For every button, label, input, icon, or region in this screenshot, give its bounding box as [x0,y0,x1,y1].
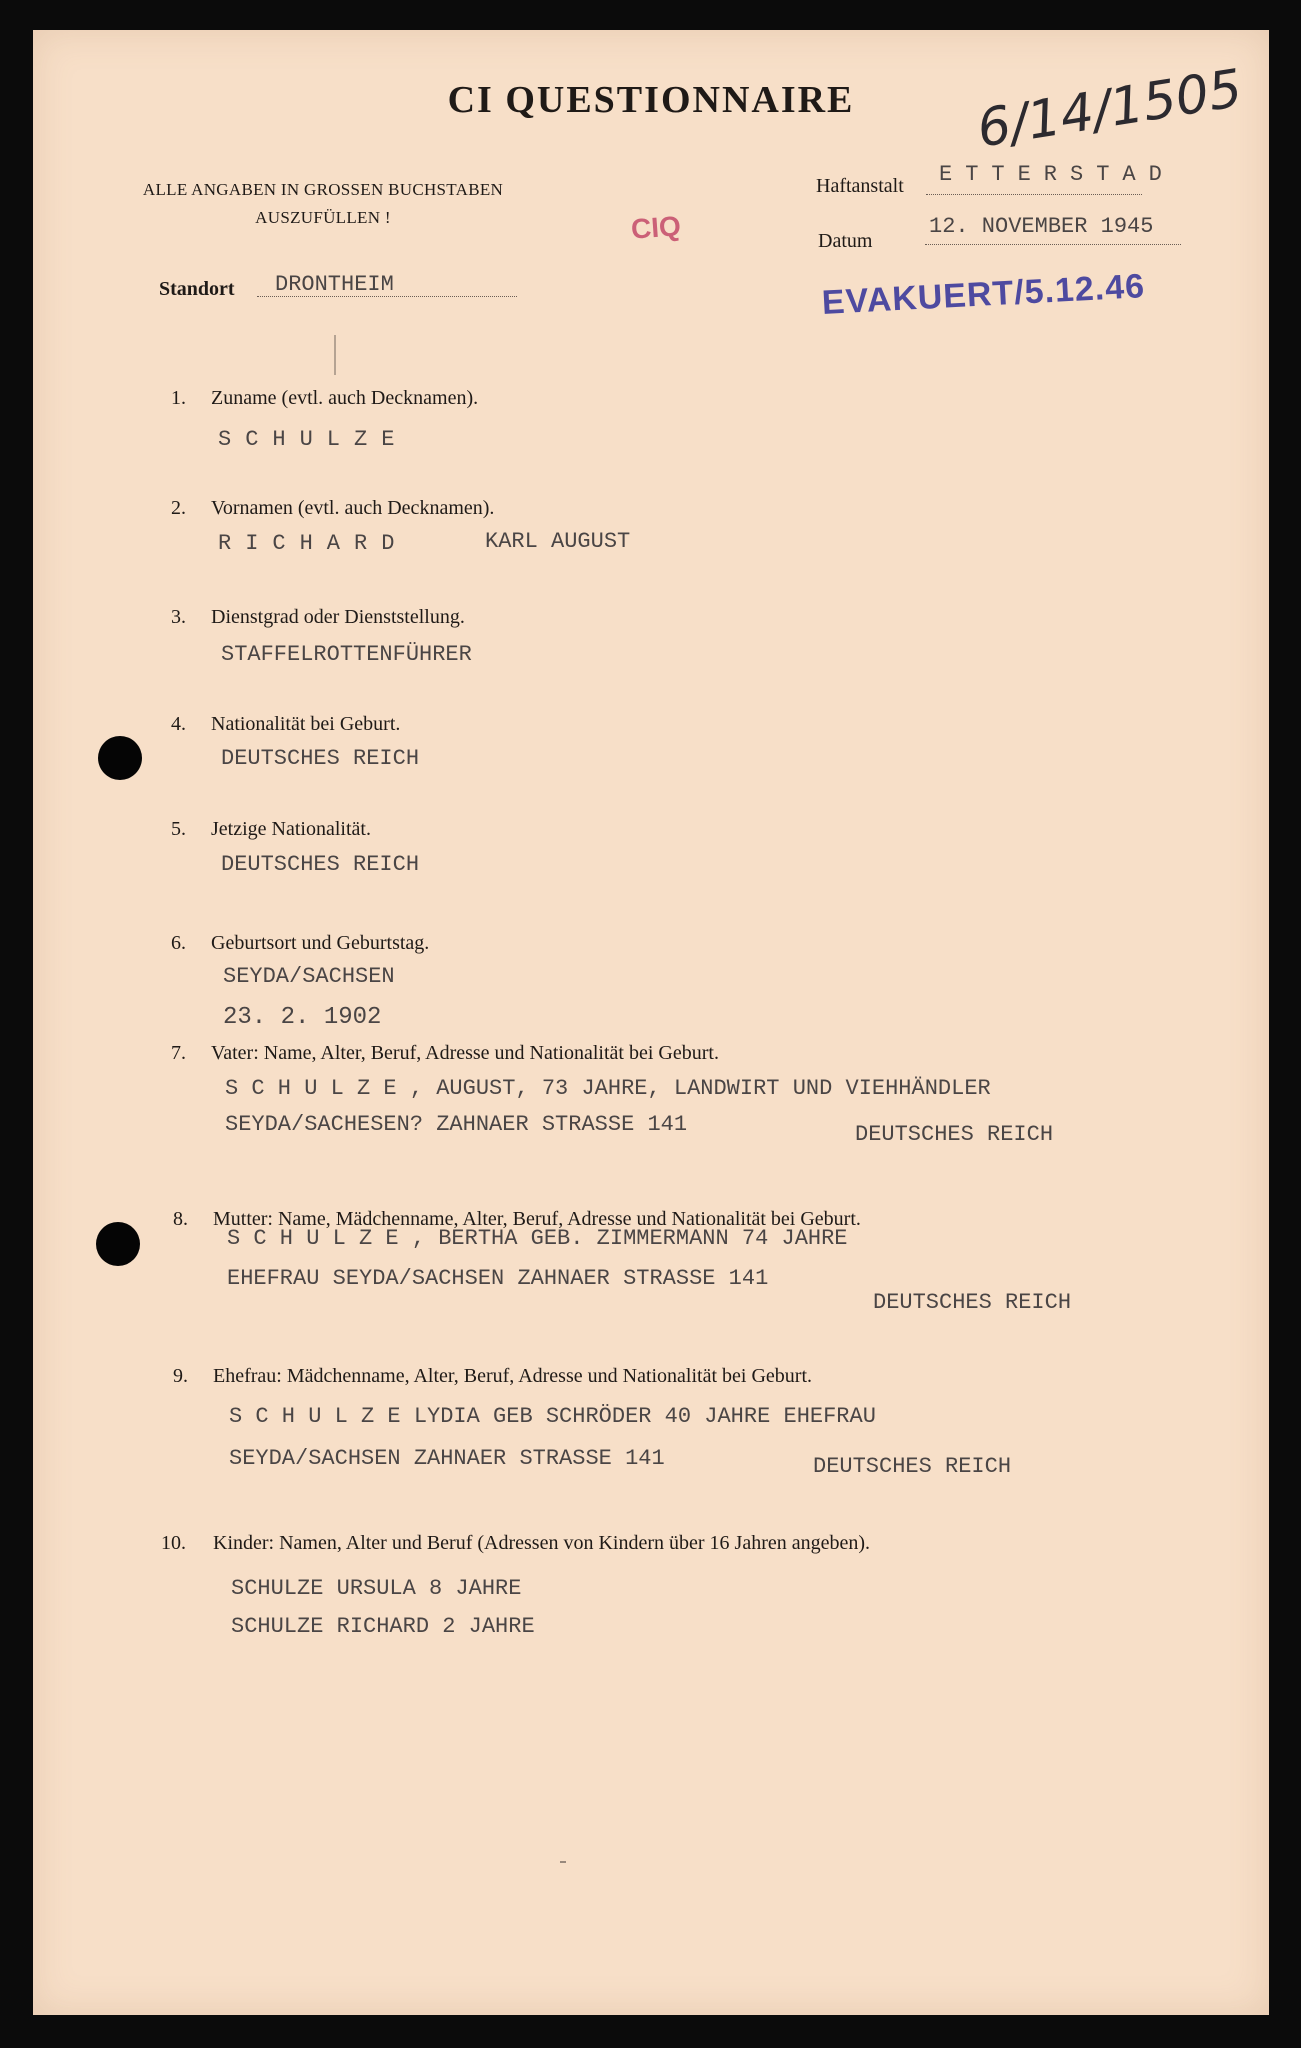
paper-mark [560,1861,566,1863]
questionnaire-page [33,30,1269,2015]
punch-hole [98,736,142,780]
standort-value: DRONTHEIM [275,272,394,297]
question-1-label: Zuname (evtl. auch Decknamen). [211,387,479,409]
standort-label: Standort [159,278,235,300]
question-9-number: 9. [173,1365,188,1387]
question-10-answer-1: SCHULZE URSULA 8 JAHRE [231,1576,522,1601]
question-9-answer-1: S C H U L Z E LYDIA GEB SCHRÖDER 40 JAHRE EHEFRAU [229,1404,876,1429]
haftanstalt-label: Haftanstalt [816,175,904,197]
question-2-answer-2: KARL AUGUST [485,529,631,554]
question-4-label: Nationalität bei Geburt. [211,713,401,735]
question-8-answer-1: S C H U L Z E , BERTHA GEB. ZIMMERMANN 74 JAHRE [227,1226,848,1251]
question-10-number: 10. [161,1532,186,1554]
question-2-label: Vornamen (evtl. auch Decknamen). [211,497,495,519]
document-title: CI QUESTIONNAIRE [447,79,855,121]
question-7-answer-2: SEYDA/SACHESEN? ZAHNAER STRASSE 141 [225,1112,688,1137]
question-9-answer-2: SEYDA/SACHSEN ZAHNAER STRASSE 141 [229,1446,665,1471]
datum-value: 12. NOVEMBER 1945 [929,214,1154,239]
question-3-answer-1: STAFFELROTTENFÜHRER [221,642,472,667]
question-3-label: Dienstgrad oder Dienststellung. [211,606,465,628]
question-3-number: 3. [171,606,186,628]
question-6-answer-2: 23. 2. 1902 [223,1004,382,1031]
paper-mark [334,335,336,375]
question-5-number: 5. [171,818,186,840]
punch-hole [96,1222,140,1266]
question-7-number: 7. [171,1042,186,1064]
ci-stamp: CIQ [629,210,682,245]
evakuert-stamp: EVAKUERT/5.12.46 [820,267,1146,322]
question-8-label: Mutter: Name, Mädchenname, Alter, Beruf, Adresse und Nationalität bei Geburt. [213,1208,861,1230]
question-8-answer-2: EHEFRAU SEYDA/SACHSEN ZAHNAER STRASSE 141 [227,1266,769,1291]
question-2-number: 2. [171,497,186,519]
question-10-answer-2: SCHULZE RICHARD 2 JAHRE [231,1614,535,1639]
haftanstalt-value: ETTERSTAD [939,162,1175,187]
question-7-answer-1: S C H U L Z E , AUGUST, 73 JAHRE, LANDWIRT UND VIEHHÄNDLER [225,1076,991,1101]
instructions [133,176,513,232]
question-5-answer-1: DEUTSCHES REICH [221,852,420,877]
question-4-answer-1: DEUTSCHES REICH [221,746,420,771]
question-8-answer-3: DEUTSCHES REICH [873,1290,1072,1315]
question-9-label: Ehefrau: Mädchenname, Alter, Beruf, Adresse und Nationalität bei Geburt. [213,1365,813,1387]
question-10-label: Kinder: Namen, Alter und Beruf (Adressen von Kindern über 16 Jahren angeben). [213,1532,871,1554]
question-8-number: 8. [173,1208,188,1230]
question-7-answer-3: DEUTSCHES REICH [855,1122,1054,1147]
question-5-label: Jetzige Nationalität. [211,818,371,840]
question-7-label: Vater: Name, Alter, Beruf, Adresse und Nationalität bei Geburt. [211,1042,719,1064]
question-9-answer-3: DEUTSCHES REICH [813,1454,1012,1479]
question-4-number: 4. [171,713,186,735]
question-6-answer-1: SEYDA/SACHSEN [223,964,395,989]
question-6-label: Geburtsort und Geburtstag. [211,932,430,954]
question-1-number: 1. [171,387,186,409]
question-1-answer-1: SCHULZE [218,427,409,452]
instructions-line-2: AUSZUFÜLLEN ! [255,208,391,227]
handwritten-reference: 6/14/1505 [973,58,1247,160]
datum-label: Datum [818,230,873,252]
question-6-number: 6. [171,932,186,954]
question-2-answer-1: RICHARD [218,531,409,556]
datum-line [925,244,1181,245]
instructions-line-1: ALLE ANGABEN IN GROSSEN BUCHSTABEN [142,180,504,199]
haftanstalt-line [926,194,1142,195]
